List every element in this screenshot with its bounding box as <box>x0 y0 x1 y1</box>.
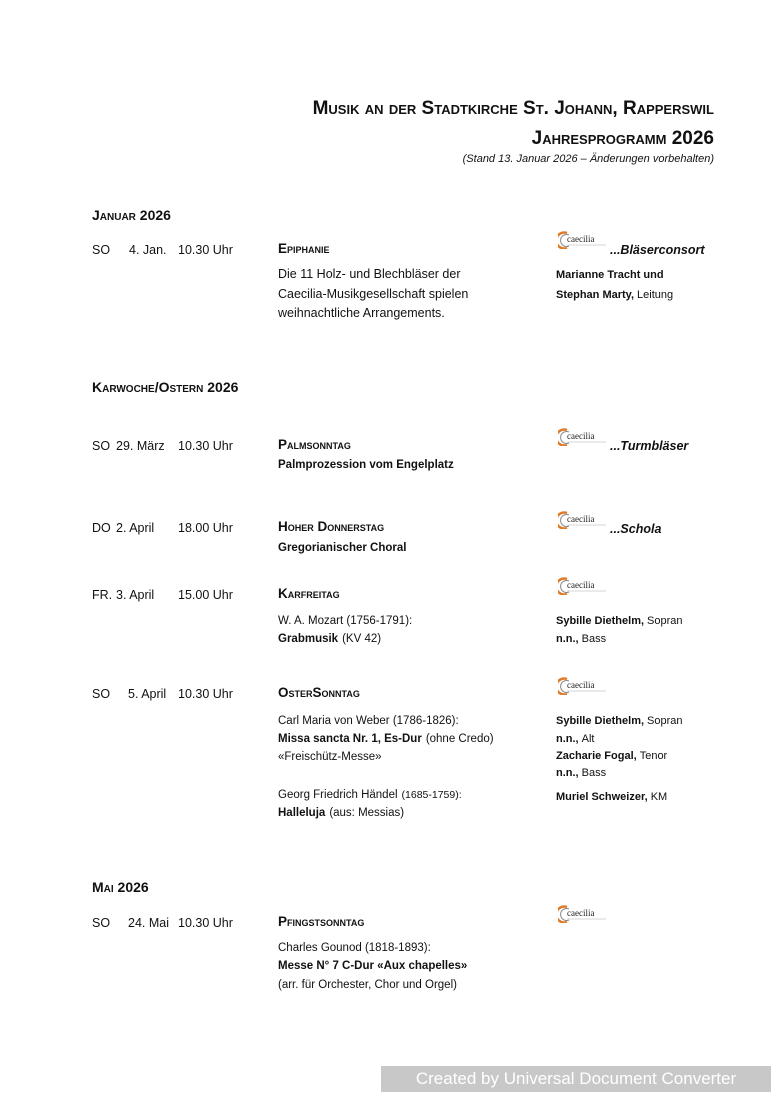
work-note: (KV 42) <box>342 633 382 645</box>
event-date: 29. März <box>116 439 165 453</box>
work-note: (ohne Credo) <box>425 733 494 745</box>
event-date: 4. Jan. <box>129 243 167 257</box>
performer <box>556 748 667 764</box>
event-description-line: W. A. Mozart (1756-1791): <box>278 615 413 627</box>
svg-text:caecilia: caecilia <box>567 431 595 441</box>
performer-name: n.n., <box>556 767 579 779</box>
performer <box>556 287 673 303</box>
caecilia-logo <box>558 511 608 529</box>
caecilia-logo <box>558 231 608 249</box>
performer-name: Muriel Schweizer, <box>556 791 648 803</box>
performer <box>556 765 606 781</box>
caecilia-logo <box>558 677 608 695</box>
work-title: Halleluja <box>278 807 326 819</box>
caecilia-logo <box>558 428 608 446</box>
event-description-line <box>278 631 381 647</box>
event-description-line <box>278 787 462 803</box>
caecilia-logo <box>558 577 608 595</box>
event-description-line: Messe N° 7 C-Dur «Aux chapelles» <box>278 960 468 972</box>
event-title: Hoher Donnerstag <box>278 519 385 534</box>
performer-role: Alt <box>581 733 595 745</box>
performer-name: Zacharie Fogal, <box>556 750 637 762</box>
performer <box>556 731 594 747</box>
event-description-line: «Freischütz-Messe» <box>278 751 382 763</box>
performer <box>556 267 667 283</box>
event-description-line: Charles Gounod (1818-1893): <box>278 942 431 954</box>
performer-name: n.n., <box>556 733 579 745</box>
performer-name: Marianne Tracht und <box>556 269 664 281</box>
event-day: SO <box>92 687 111 701</box>
event-description-line <box>278 731 494 747</box>
section-heading: Karwoche/Ostern 2026 <box>92 379 239 395</box>
work-note: (aus: Messias) <box>329 807 405 819</box>
performer-role: Bass <box>581 633 607 645</box>
event-description-line: Carl Maria von Weber (1786-1826): <box>278 715 459 727</box>
event-date: 2. April <box>116 521 155 535</box>
event-description-line: Caecilia-Musikgesellschaft spielen <box>278 287 469 301</box>
ensemble-name: ...Schola <box>610 522 662 536</box>
event-description-line: (arr. für Orchester, Chor und Orgel) <box>278 979 457 991</box>
performer-role: Sopran <box>647 615 683 627</box>
event-title: Karfreitag <box>278 586 340 601</box>
performer-name: Stephan Marty, <box>556 289 635 301</box>
svg-text:caecilia: caecilia <box>567 680 595 690</box>
performer-role: Leitung <box>637 289 674 301</box>
event-time: 10.30 Uhr <box>178 439 233 453</box>
performer-name: n.n., <box>556 633 579 645</box>
event-title: Palmsonntag <box>278 437 351 452</box>
page-subtitle: Jahresprogramm 2026 <box>531 128 714 149</box>
caecilia-logo <box>558 905 608 923</box>
event-title: OsterSonntag <box>278 685 360 700</box>
event-day: SO <box>92 243 111 257</box>
event-time: 15.00 Uhr <box>178 588 233 602</box>
event-description-line <box>278 805 404 821</box>
event-description-line: weihnachtliche Arrangements. <box>278 306 445 320</box>
performer <box>556 789 667 805</box>
performer-role: Tenor <box>639 750 668 762</box>
svg-text:caecilia: caecilia <box>567 234 595 244</box>
work-note: (1685-1759): <box>401 789 462 801</box>
work-title: Georg Friedrich Händel <box>278 789 398 801</box>
event-time: 18.00 Uhr <box>178 521 233 535</box>
event-date: 24. Mai <box>128 916 169 930</box>
section-heading: Januar 2026 <box>92 207 171 223</box>
event-day: FR. <box>92 588 113 602</box>
performer-role: Sopran <box>647 715 683 727</box>
work-title: Missa sancta Nr. 1, Es-Dur <box>278 733 422 745</box>
event-day: SO <box>92 439 111 453</box>
performer <box>556 713 683 729</box>
performer <box>556 613 683 629</box>
svg-text:caecilia: caecilia <box>567 514 595 524</box>
event-description-line: Palmprozession vom Engelplatz <box>278 459 454 471</box>
performer-role: Bass <box>581 767 607 779</box>
event-day: SO <box>92 916 111 930</box>
event-time: 10.30 Uhr <box>178 687 233 701</box>
performer-role: KM <box>650 791 668 803</box>
event-description-line: Gregorianischer Choral <box>278 542 407 554</box>
performer <box>556 631 606 647</box>
section-heading: Mai 2026 <box>92 879 149 895</box>
event-title: Pfingstsonntag <box>278 914 365 929</box>
ensemble-name: ...Turmbläser <box>610 439 689 453</box>
status-note: (Stand 13. Januar 2026 – Änderungen vorbehalten) <box>462 153 714 165</box>
event-title: Epiphanie <box>278 241 330 256</box>
performer-name: Sybille Diethelm, <box>556 715 645 727</box>
event-date: 5. April <box>128 687 167 701</box>
page-title: Musik an der Stadtkirche St. Johann, Rapperswil <box>312 98 714 119</box>
performer-name: Sybille Diethelm, <box>556 615 645 627</box>
watermark: Created by Universal Document Converter <box>381 1066 771 1092</box>
ensemble-name: ...Bläserconsort <box>610 243 705 257</box>
event-time: 10.30 Uhr <box>178 916 233 930</box>
event-time: 10.30 Uhr <box>178 243 233 257</box>
svg-text:caecilia: caecilia <box>567 580 595 590</box>
svg-text:caecilia: caecilia <box>567 908 595 918</box>
event-day: DO <box>92 521 111 535</box>
work-title: Grabmusik <box>278 633 339 645</box>
event-date: 3. April <box>116 588 155 602</box>
event-description-line: Die 11 Holz- und Blechbläser der <box>278 267 461 281</box>
